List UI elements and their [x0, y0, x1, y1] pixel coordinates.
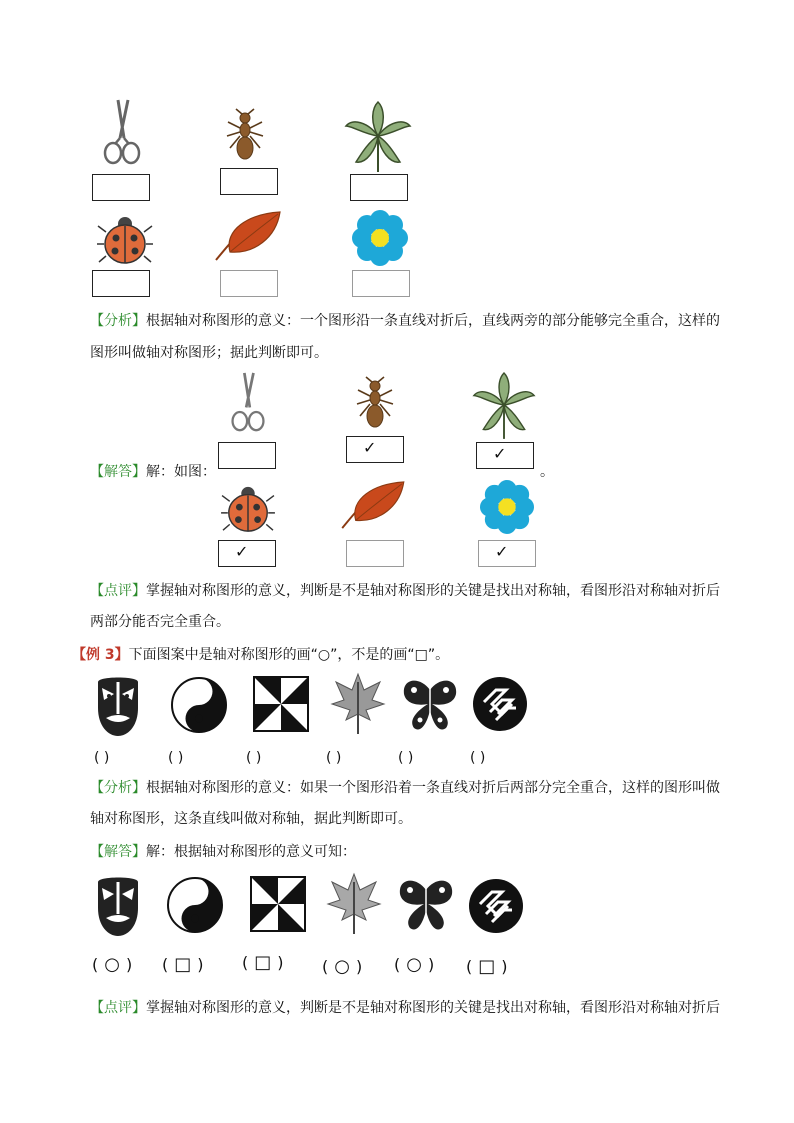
- scissors-icon: [228, 370, 268, 434]
- analysis-tag: 【分析】: [90, 313, 146, 329]
- check-mark-a6: ✓: [495, 542, 509, 561]
- comment-tag: 【点评】: [90, 1000, 146, 1016]
- mobile-logo-icon: [472, 676, 528, 732]
- square-mark: □: [254, 952, 272, 973]
- example3-heading: [72, 645, 449, 665]
- answer-paren-2: ( □ ): [162, 954, 204, 975]
- scissors-icon: [100, 98, 144, 166]
- blank-paren-5[interactable]: ( ): [398, 750, 414, 766]
- comment-tag: 【点评】: [90, 583, 146, 599]
- answer-1-label: 【解答】解：如图：: [90, 464, 216, 480]
- opera-mask-icon: [92, 874, 144, 938]
- butterfly-icon: [400, 676, 460, 732]
- circle-mark: ○: [406, 954, 422, 975]
- leaf-plant-icon: [472, 370, 536, 440]
- yin-yang-icon: [166, 876, 224, 934]
- blank-paren-2[interactable]: ( ): [168, 750, 184, 766]
- analysis-2-line1: 【分析】根据轴对称图形的意义：如果一个图形沿着一条直线对折后两部分完全重合，这样的图形叫做: [90, 780, 720, 796]
- answer-paren-6: ( □ ): [466, 956, 508, 977]
- analysis-tag: 【分析】: [90, 780, 146, 796]
- check-mark-a3: ✓: [493, 444, 507, 463]
- red-leaf-icon: [338, 480, 408, 530]
- answer-box-2[interactable]: [220, 168, 278, 195]
- comment-1-line2: 两部分能否完全重合。: [90, 614, 230, 630]
- flower-icon: [480, 480, 534, 534]
- butterfly-icon: [396, 876, 456, 932]
- answer-tag: 【解答】: [90, 844, 146, 860]
- check-mark-a2: ✓: [363, 438, 377, 457]
- circle-mark: ○: [334, 956, 350, 977]
- ladybug-icon: [96, 214, 154, 266]
- analysis-1-line2: 图形叫做轴对称图形；据此判断即可。: [90, 345, 328, 361]
- square-mark: □: [478, 956, 496, 977]
- answer-box-6[interactable]: [352, 270, 410, 297]
- answer-1-end: 。: [540, 464, 554, 480]
- blank-paren-6[interactable]: ( ): [470, 750, 486, 766]
- blank-paren-1[interactable]: ( ): [94, 750, 110, 766]
- square-mark: □: [174, 954, 192, 975]
- pinwheel-icon: [253, 676, 309, 732]
- comment-1-line1: 【点评】掌握轴对称图形的意义，判断是不是轴对称图形的关键是找出对称轴，看图形沿对称轴对折后: [90, 583, 720, 599]
- ladybug-icon: [220, 484, 276, 534]
- answer-paren-4: ( ○ ): [322, 956, 363, 977]
- example-question: 下面图案中是轴对称图形的画“○”，不是的画“□”。: [128, 647, 450, 663]
- pinwheel-icon: [250, 876, 306, 932]
- maple-leaf-icon: [330, 672, 386, 736]
- analysis-2-line2: 轴对称图形，这条直线叫做对称轴，据此判断即可。: [90, 811, 412, 827]
- flower-icon: [352, 210, 408, 266]
- blank-paren-3[interactable]: ( ): [246, 750, 262, 766]
- answer-tag: 【解答】: [90, 464, 146, 480]
- maple-leaf-icon: [326, 872, 382, 936]
- ant-icon: [352, 376, 398, 430]
- ant-icon: [222, 108, 268, 162]
- leaf-plant-icon: [344, 100, 412, 172]
- answer-paren-3: ( □ ): [242, 952, 284, 973]
- red-leaf-icon: [212, 210, 284, 262]
- answer-paren-1: ( ○ ): [92, 954, 133, 975]
- mobile-logo-icon: [468, 878, 524, 934]
- check-mark-a4: ✓: [235, 542, 249, 561]
- comment-2-line1: 【点评】掌握轴对称图形的意义，判断是不是轴对称图形的关键是找出对称轴，看图形沿对称轴对折后: [90, 1000, 720, 1016]
- opera-mask-icon: [92, 674, 144, 738]
- answer-box-3[interactable]: [350, 174, 408, 201]
- answer-2-label: 【解答】解：根据轴对称图形的意义可知：: [90, 844, 356, 860]
- analysis-1-line1: 【分析】根据轴对称图形的意义：一个图形沿一条直线对折后，直线两旁的部分能够完全重合，这样的: [90, 313, 720, 329]
- example-tag: 【例 3】: [72, 647, 129, 663]
- answer-paren-5: ( ○ ): [394, 954, 435, 975]
- blank-paren-4[interactable]: ( ): [326, 750, 342, 766]
- answer-box-1[interactable]: [92, 174, 150, 201]
- answer-box-5[interactable]: [220, 270, 278, 297]
- yin-yang-icon: [170, 676, 228, 734]
- answer-box-4[interactable]: [92, 270, 150, 297]
- answer-box-a1: [218, 442, 276, 469]
- circle-mark: ○: [104, 954, 120, 975]
- answer-box-a5: [346, 540, 404, 567]
